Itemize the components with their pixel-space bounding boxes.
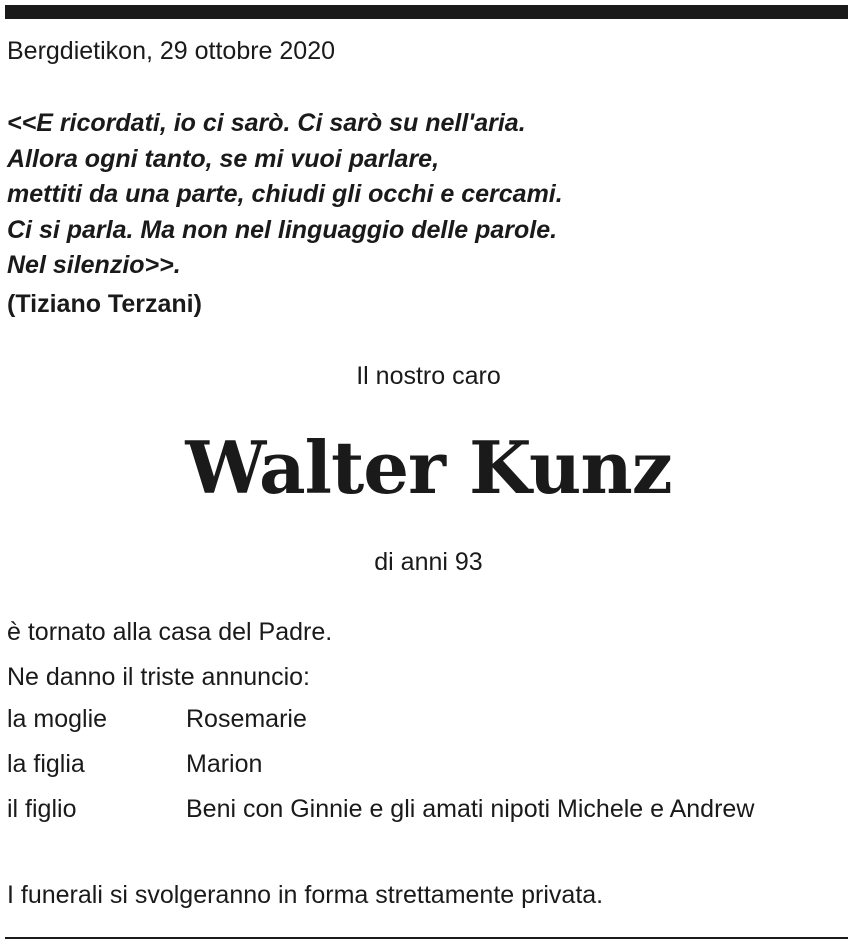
- funeral-note: I funerali si svolgeranno in forma strettamente privata.: [7, 881, 604, 909]
- age-text: di anni 93: [374, 548, 483, 576]
- quote-line: mettiti da una parte, chiudi gli occhi e cercami.: [7, 180, 563, 208]
- quote-line: Nel silenzio>>.: [7, 251, 181, 279]
- quote-line: <<E ricordati, io ci sarò. Ci sarò su nell'aria.: [7, 109, 526, 137]
- quote-block: [7, 106, 563, 284]
- deceased-name: Walter Kunz: [185, 425, 672, 510]
- dateline: Bergdietikon, 29 ottobre 2020: [7, 37, 336, 65]
- intro-text: Il nostro caro: [356, 362, 501, 390]
- quote-author: (Tiziano Terzani): [7, 290, 202, 318]
- quote-line: Allora ogni tanto, se mi vuoi parlare,: [7, 144, 440, 173]
- top-rule: [5, 5, 848, 19]
- family-role: la moglie: [7, 705, 108, 733]
- family-role: il figlio: [7, 795, 77, 823]
- quote-line: Ci si parla. Ma non nel linguaggio delle parole.: [7, 215, 558, 244]
- bottom-rule: [5, 937, 848, 939]
- family-names: Beni con Ginnie e gli amati nipoti Michele e Andrew: [186, 795, 755, 823]
- statement-text: è tornato alla casa del Padre.: [7, 618, 333, 646]
- family-role: la figlia: [7, 750, 85, 778]
- family-names: Rosemarie: [186, 705, 307, 733]
- announcement-text: Ne danno il triste annuncio:: [7, 663, 310, 691]
- family-names: Marion: [186, 750, 263, 778]
